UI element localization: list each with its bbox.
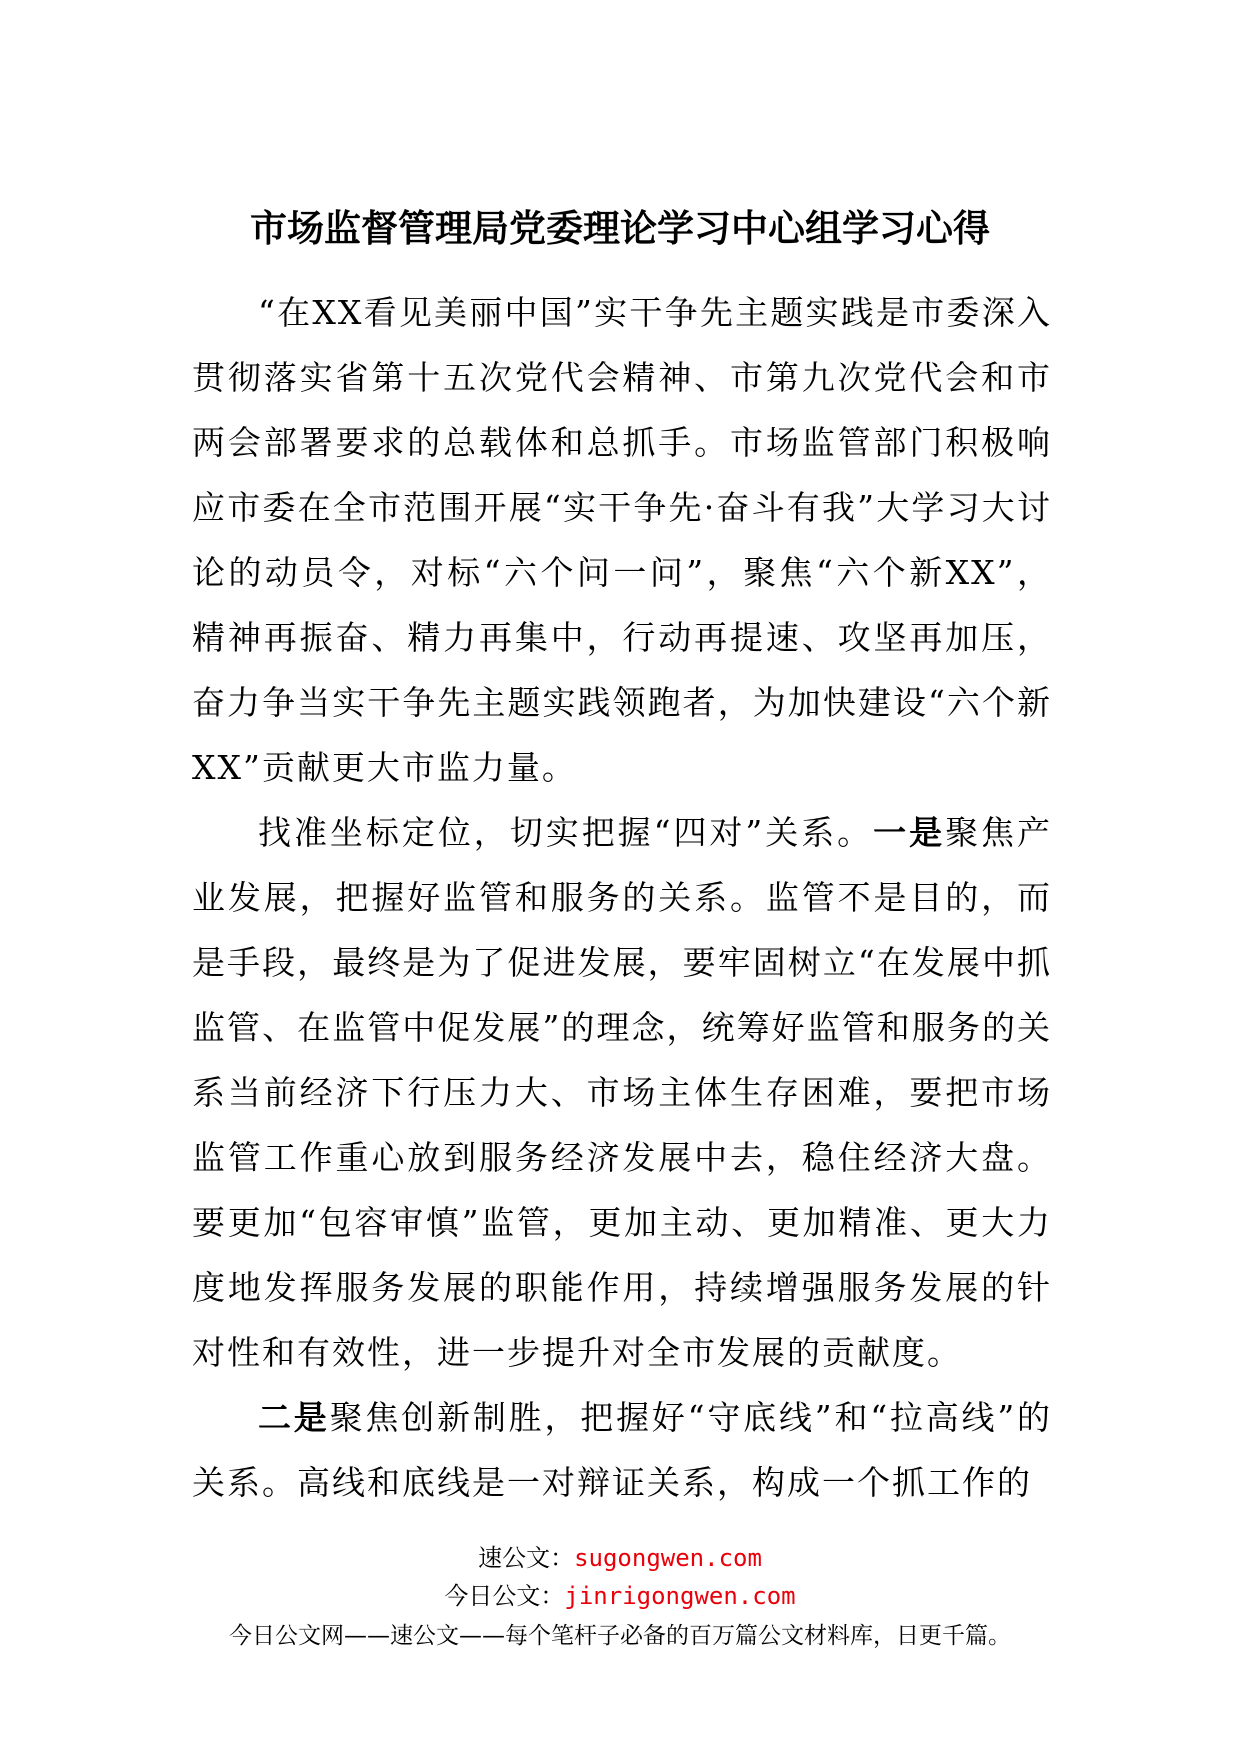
footer-jinrigongwen-label: 今日公文： [444, 1582, 565, 1610]
paragraph-innovation-bold: 二是 [258, 1398, 330, 1437]
footer-slogan: 今日公文网——速公文——每个笔杆子必备的百万篇公文材料库，日更千篇。 [229, 1623, 1011, 1649]
paragraph-intro [192, 280, 1052, 800]
paragraph-relations-lead: 找准坐标定位，切实把握“四对”关系。 [258, 813, 874, 852]
footer-sugongwen-label: 速公文： [478, 1544, 575, 1572]
paragraph-relations-text: 聚焦产业发展，把握好监管和服务的关系。监管不是目的，而是手段，最终是为了促进发展，要牢固树立“在发展中抓监管、在监管中促发展”的理念，统筹好监管和服务的关系当前经济下行压力大、市场主体生存困难，要把市场监管工作重心放到服务经济发展中去，稳住经济大盘。要更加“包容审慎”监管，更加主动、更加精准、更大力度地发挥服务发展的职能作用，持续增强服务发展的针对性和有效性，进一步提升对全市发展的贡献度。 [192, 813, 1053, 1372]
sugongwen-link[interactable]: sugongwen.com [574, 1544, 762, 1572]
paragraph-innovation-text: 聚焦创新制胜，把握好“守底线”和“拉高线”的关系。高线和底线是一对辩证关系，构成一个抓工作的 [192, 1398, 1053, 1502]
document-body [192, 280, 1052, 1515]
paragraph-intro-text: “在XX看见美丽中国”实干争先主题实践是市委深入贯彻落实省第十五次党代会精神、市第九次党代会和市两会部署要求的总载体和总抓手。市场监管部门积极响应市委在全市范围开展“实干争先·奋斗有我”大学习大讨论的动员令，对标“六个问一问”，聚焦“六个新XX”，精神再振奋、精力再集中，行动再提速、攻坚再加压，奋力争当实干争先主题实践领跑者，为加快建设“六个新XX”贡献更大市监力量。 [192, 293, 1052, 787]
paragraph-relations [192, 800, 1052, 1385]
paragraph-relations-bold: 一是 [873, 813, 946, 852]
footer-sugongwen [0, 1540, 1240, 1576]
document-title: 市场监督管理局党委理论学习中心组学习心得 [250, 206, 990, 250]
footer-jinrigongwen [0, 1578, 1240, 1614]
paragraph-innovation [192, 1385, 1052, 1515]
jinrigongwen-link[interactable]: jinrigongwen.com [564, 1582, 796, 1610]
